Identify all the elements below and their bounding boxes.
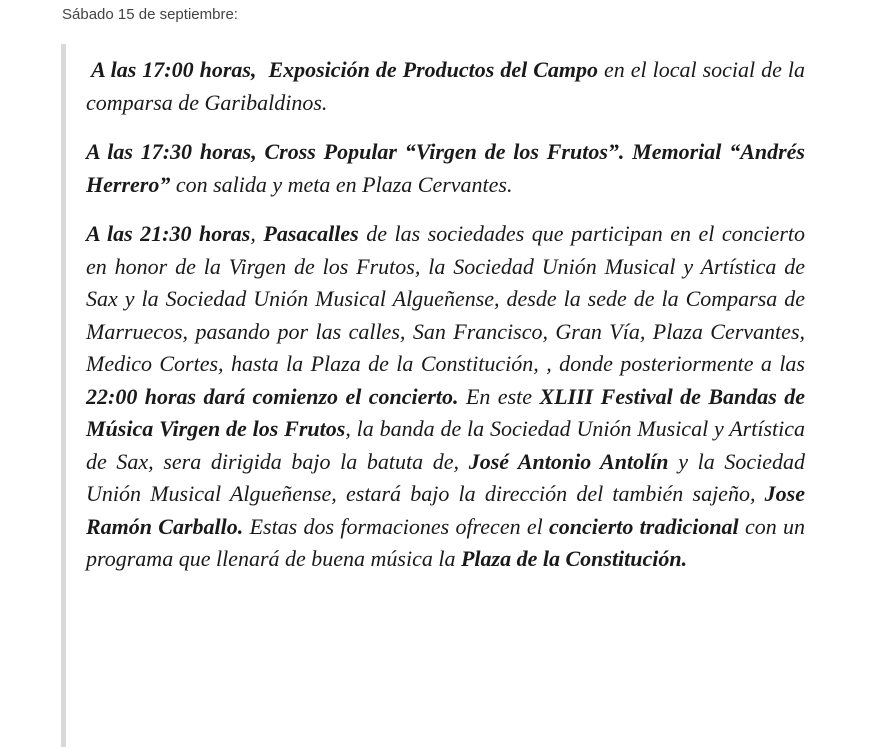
event-exposicion-text: en el local social de la comparsa de Garibaldinos. xyxy=(86,57,805,115)
event-pasacalles-title: Pasacalles xyxy=(263,221,359,246)
event-concierto-time: 22:00 horas dará comienzo el concierto. xyxy=(86,383,459,409)
event-cross-title: A las 17:30 horas, Cross Popular “Virgen de los Frutos”. Memorial “Andrés Herrero” xyxy=(86,139,805,197)
event-programa-text: con un programa que llenará de buena música la xyxy=(86,513,806,571)
event-concierto-tradicional: concierto tradicional xyxy=(549,513,739,539)
event-pasacalles-time: A las 21:30 horas xyxy=(86,221,251,246)
event-director-alguena: Jose Ramón Carballo. xyxy=(86,481,805,539)
event-pasacalles-text: de las sociedades que participan en el concierto en honor de la Virgen de los Frutos, la Sociedad Unión Musical y Artística de Sax y la Sociedad Unión Musical Algueñense, desde la sede de la Comparsa de Marruecos, pasando por las calles, San Francisco, Gran Vía, Plaza Cervantes, Medico Cortes, hasta la Plaza de la Constitución, , donde posteriormente a las xyxy=(86,221,805,376)
event-banda-alguena-text: y la Sociedad Unión Musical Algueñense, estará bajo la dirección del también sajeño, xyxy=(86,448,806,506)
event-blockquote xyxy=(61,44,805,747)
event-festival-title: XLIII Festival de Bandas de Música Virgen de los Frutos xyxy=(86,383,805,441)
event-exposicion-title: A las 17:00 horas, Exposición de Productos del Campo xyxy=(86,57,598,82)
event-pasacalles-sep: , xyxy=(250,221,264,246)
event-formaciones-text: Estas dos formaciones ofrecen el xyxy=(243,513,550,539)
event-cross-text: con salida y meta en Plaza Cervantes. xyxy=(170,171,513,197)
event-plaza-constitucion: Plaza de la Constitución. xyxy=(460,546,688,571)
event-banda-sax-text: , la banda de la Sociedad Unión Musical y Artística de Sax, sera dirigida bajo la batuta de, xyxy=(86,416,806,474)
event-paragraph-cross xyxy=(86,136,805,201)
event-paragraph-pasacalles xyxy=(86,218,805,576)
page-heading: Sábado 15 de septiembre: xyxy=(62,6,238,23)
event-director-sax: José Antonio Antolín xyxy=(468,448,669,474)
event-festival-intro: En este xyxy=(458,383,540,409)
event-paragraph-exposicion xyxy=(86,54,805,119)
